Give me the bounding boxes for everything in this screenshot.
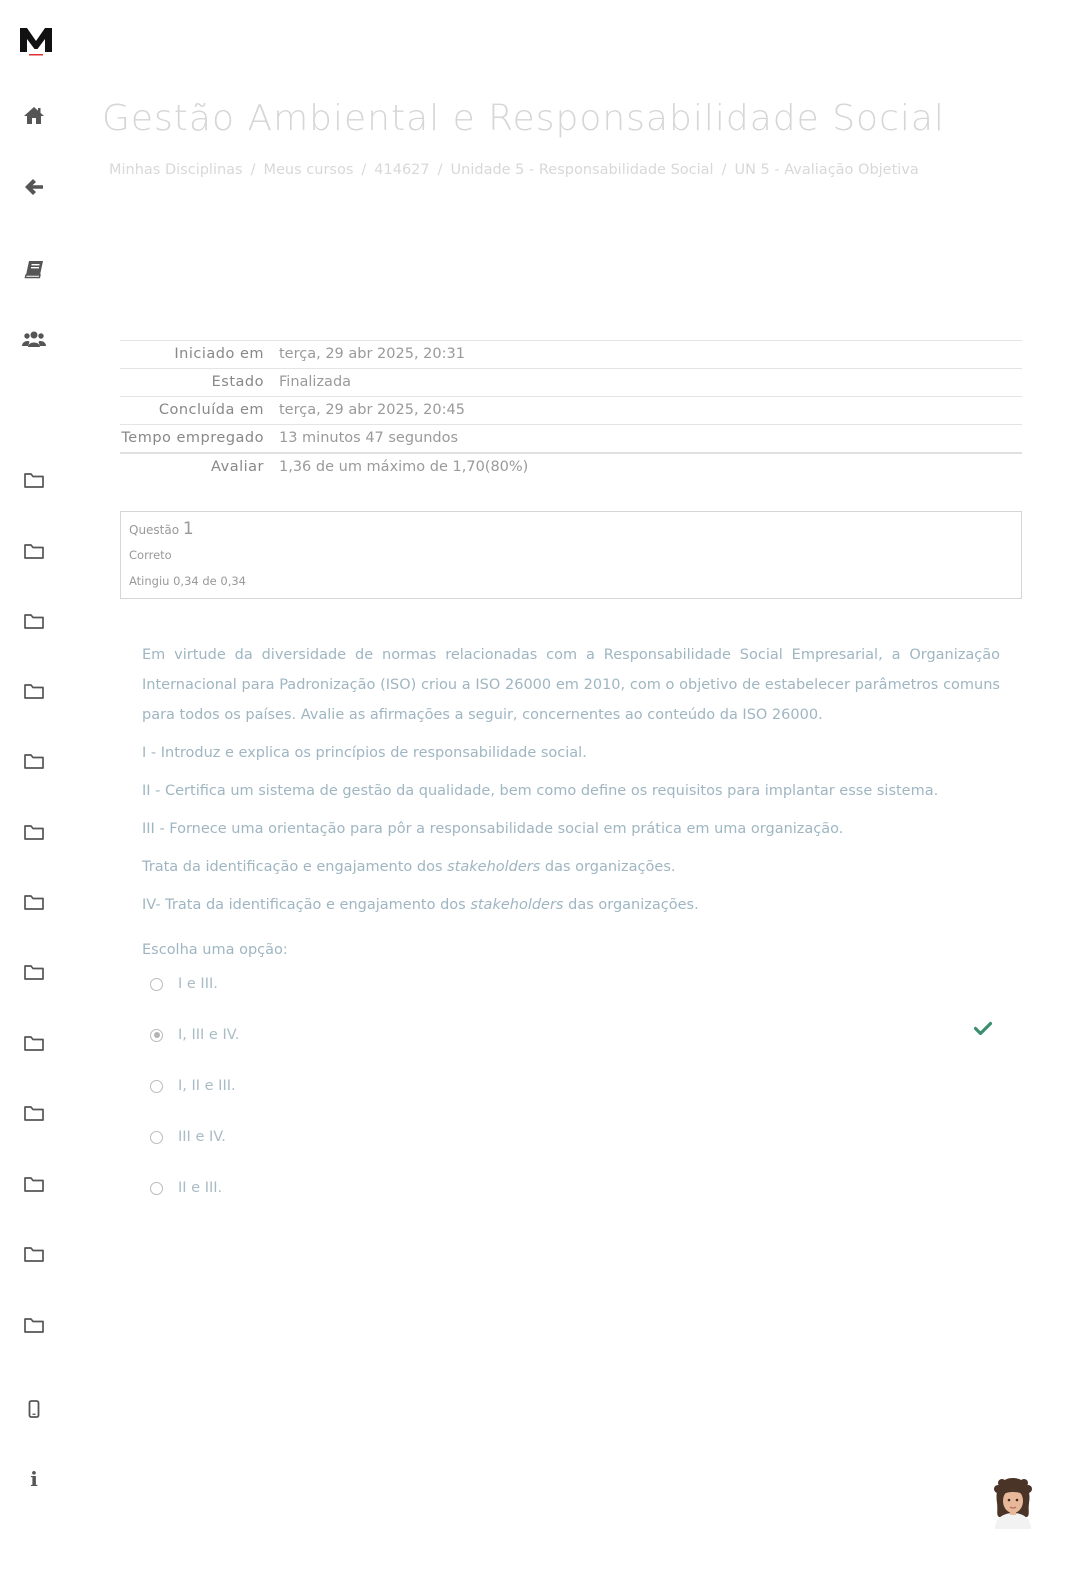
summary-label: Concluída em [158,402,264,418]
breadcrumb-item[interactable]: Meus cursos [263,162,354,178]
question-state: Correto [129,548,172,562]
sidebar [0,0,68,1570]
summary-label: Tempo empregado [121,430,264,446]
statement-text: das organizações. [540,859,676,875]
radio-button[interactable] [150,978,163,991]
folder-icon[interactable] [22,1173,46,1195]
check-icon [974,1020,992,1039]
summary-value: 13 minutos 47 segundos [279,430,459,446]
statement-emphasis: stakeholders [470,897,564,913]
breadcrumb-item[interactable]: 414627 [374,162,430,178]
book-icon[interactable] [22,258,46,280]
folder-icon[interactable] [22,750,46,772]
assistant-avatar[interactable] [990,1477,1036,1529]
back-arrow-icon[interactable] [22,176,46,198]
answer-option[interactable] [150,1024,239,1046]
folder-icon[interactable] [22,1243,46,1265]
breadcrumb-separator: / [250,162,256,178]
question-intro: Em virtude da diversidade de normas relacionadas com a Responsabilidade Social Empresarial, a Organização Internacional para Padronização (ISO) criou a ISO 26000 em 2010, com o objetivo de estabelecer parâmetros comuns para todos os países. Avalie as afirmações a seguir, concernentes ao conteúdo da ISO 26000. [142,647,1000,723]
summary-row [120,425,1022,454]
statement-emphasis: stakeholders [447,859,541,875]
home-icon[interactable] [22,104,46,126]
breadcrumb-separator: / [721,162,727,178]
brand-logo[interactable] [19,24,53,56]
answer-option-label: I, III e IV. [178,1027,240,1043]
summary-label: Avaliar [211,459,264,475]
statement-2: II - Certifica um sistema de gestão da qualidade, bem como define os requisitos para implantar esse sistema. [142,783,939,799]
question-text [142,640,1000,928]
question-grade: Atingiu 0,34 de 0,34 [129,574,246,588]
question-number-value: 1 [182,519,194,539]
page-title: Gestão Ambiental e Responsabilidade Social [102,98,945,139]
folder-icon[interactable] [22,1314,46,1336]
answer-option[interactable] [150,973,218,995]
statement-text: IV- Trata da identificação e engajamento dos [142,897,471,913]
breadcrumb-separator: / [361,162,367,178]
folder-icon[interactable] [22,680,46,702]
folder-icon[interactable] [22,469,46,491]
breadcrumb [109,162,919,178]
breadcrumb-item[interactable]: UN 5 - Avaliação Objetiva [734,162,919,178]
radio-button[interactable] [150,1029,163,1042]
folder-icon[interactable] [22,540,46,562]
breadcrumb-item[interactable]: Unidade 5 - Responsabilidade Social [450,162,714,178]
breadcrumb-separator: / [437,162,443,178]
folder-icon[interactable] [22,1032,46,1054]
summary-value: Finalizada [279,374,352,390]
folder-icon[interactable] [22,610,46,632]
folder-icon[interactable] [22,1102,46,1124]
users-icon[interactable] [22,328,46,350]
statement-3: III - Fornece uma orientação para pôr a responsabilidade social em prática em uma organização. [142,821,844,837]
answer-option[interactable] [150,1177,222,1199]
answer-option-label: II e III. [178,1180,223,1196]
statement-1: I - Introduz e explica os princípios de responsabilidade social. [142,745,587,761]
answer-option[interactable] [150,1126,226,1148]
folder-icon[interactable] [22,891,46,913]
answer-prompt: Escolha uma opção: [142,942,288,958]
summary-row [120,453,1022,481]
question-info-box [120,511,1022,599]
breadcrumb-item[interactable]: Minhas Disciplinas [109,162,243,178]
radio-button[interactable] [150,1080,163,1093]
answer-option-label: I e III. [178,976,218,992]
mobile-icon[interactable] [22,1398,46,1420]
folder-icon[interactable] [22,961,46,983]
summary-value: terça, 29 abr 2025, 20:45 [279,402,465,418]
attempt-summary-table [120,340,1022,481]
summary-value: terça, 29 abr 2025, 20:31 [279,346,465,362]
summary-row [120,369,1022,397]
summary-value: 1,36 de um máximo de 1,70(80%) [279,459,529,475]
summary-row [120,341,1022,369]
answer-option-label: I, II e III. [178,1078,236,1094]
radio-button[interactable] [150,1131,163,1144]
summary-label: Iniciado em [174,346,264,362]
radio-button[interactable] [150,1182,163,1195]
folder-icon[interactable] [22,821,46,843]
statement-4 [142,890,1000,920]
statement-text: Trata da identificação e engajamento dos [142,859,448,875]
summary-label: Estado [211,374,264,390]
answer-option[interactable] [150,1075,236,1097]
answer-option-label: III e IV. [178,1129,226,1145]
statement-text: das organizações. [563,897,699,913]
statement-4-duplicate [142,852,1000,882]
summary-row [120,397,1022,425]
question-number [129,519,194,539]
info-icon[interactable]: i [30,1467,38,1491]
question-number-label: Questão [129,523,180,537]
